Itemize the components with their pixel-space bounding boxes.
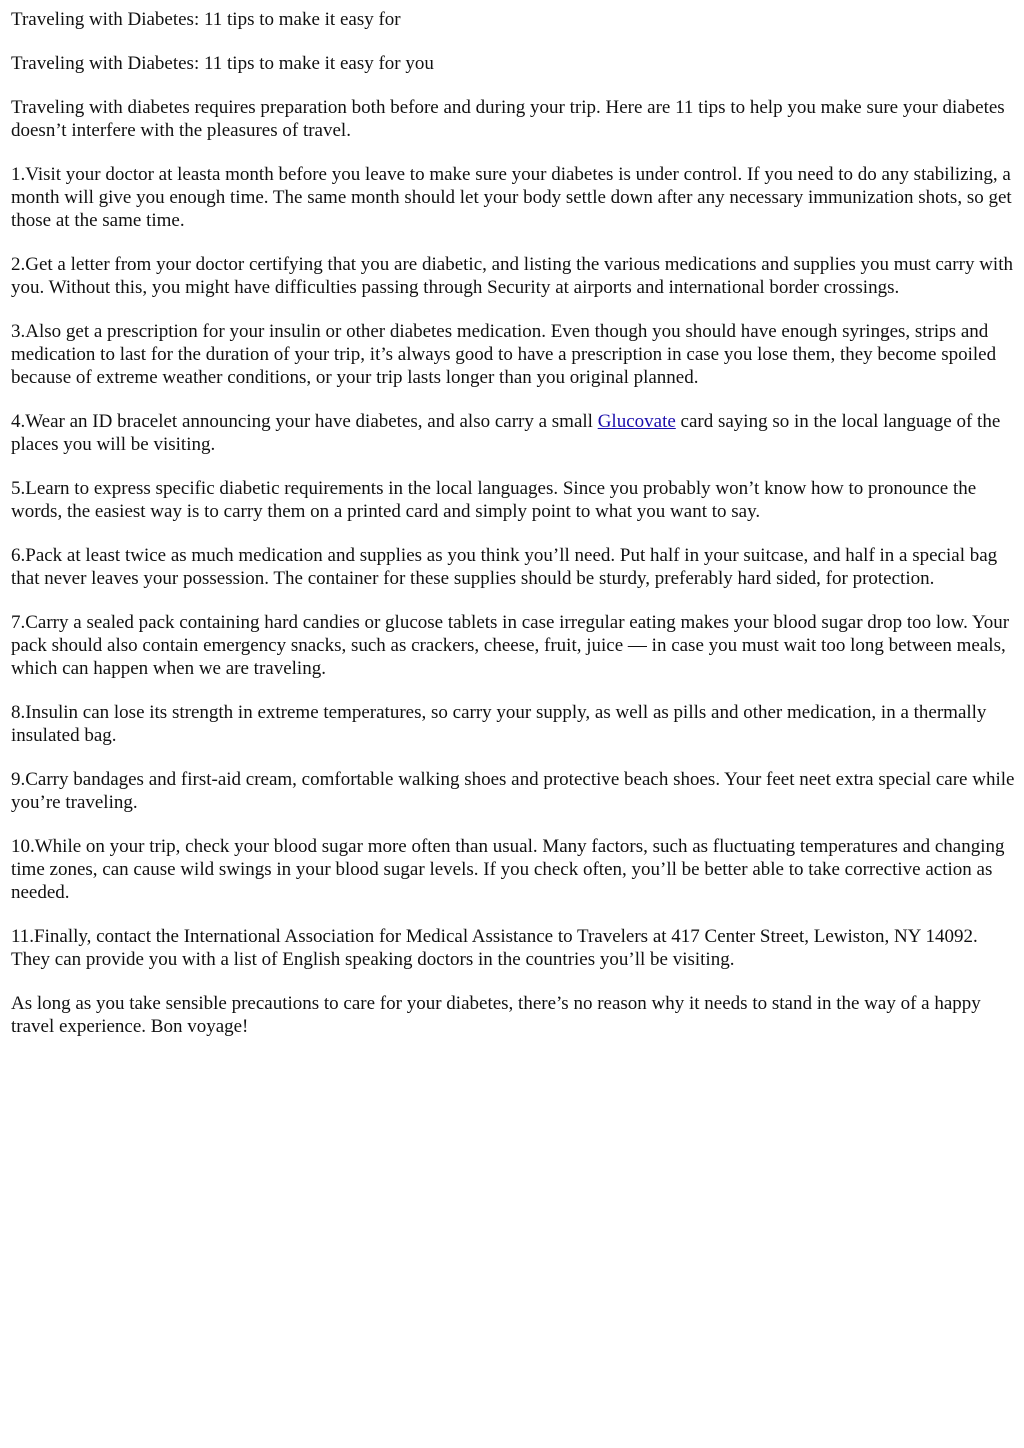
tip-4-text-after: card saying so in the local language of the places you will be visiting. <box>11 411 1001 455</box>
intro-paragraph: Traveling with diabetes requires preparation both before and during your trip. Here are 11 tips to help you make sure your diabetes doesn’t interfere with the pleasures of travel. <box>11 97 1005 141</box>
tip-1: 1.Visit your doctor at leasta month before you leave to make sure your diabetes is under control. If you need to do any stabilizing, a month will give you enough time. The same month should let your body settle down after any necessary immunization shots, so get those at the same time. <box>11 164 1012 231</box>
tip-11: 11.Finally, contact the International Association for Medical Assistance to Travelers at 417 Center Street, Lewiston, NY 14092. They can provide you with a list of English speaking doctors in the countries you’ll be visiting. <box>11 926 978 970</box>
tip-3: 3.Also get a prescription for your insulin or other diabetes medication. Even though you should have enough syringes, strips and medication to last for the duration of your trip, it’s always good to have a prescription in case you lose them, they become spoiled because of extreme weather conditions, or your trip lasts longer than you original planned. <box>11 321 997 388</box>
title-line: Traveling with Diabetes: 11 tips to make it easy for <box>11 9 401 30</box>
tip-5: 5.Learn to express specific diabetic requirements in the local languages. Since you probably won’t know how to pronounce the words, the easiest way is to carry them on a printed card and simply point to what you want to say. <box>11 478 977 522</box>
glucovate-link[interactable]: Glucovate <box>597 411 676 432</box>
tip-9: 9.Carry bandages and first-aid cream, comfortable walking shoes and protective beach shoes. Your feet neet extra special care while you’re traveling. <box>11 769 1015 813</box>
tip-4 <box>11 410 1016 456</box>
tip-4-text-before: 4.Wear an ID bracelet announcing your have diabetes, and also carry a small <box>11 411 598 432</box>
tip-8: 8.Insulin can lose its strength in extreme temperatures, so carry your supply, as well as pills and other medication, in a thermally insulated bag. <box>11 702 987 746</box>
closing-paragraph: As long as you take sensible precautions to care for your diabetes, there’s no reason why it needs to stand in the way of a happy travel experience. Bon voyage! <box>11 993 981 1037</box>
tip-10: 10.While on your trip, check your blood sugar more often than usual. Many factors, such as fluctuating temperatures and changing time zones, can cause wild swings in your blood sugar levels. If you check often, you’ll be better able to take corrective action as needed. <box>11 836 1005 903</box>
tip-7: 7.Carry a sealed pack containing hard candies or glucose tablets in case irregular eating makes your blood sugar drop too low. Your pack should also contain emergency snacks, such as crackers, cheese, fruit, juice — in case you must wait too long between meals, which can happen when we are traveling. <box>11 612 1010 679</box>
tip-2: 2.Get a letter from your doctor certifying that you are diabetic, and listing the various medications and supplies you must carry with you. Without this, you might have difficulties passing through Security at airports and international border crossings. <box>11 254 1013 298</box>
tip-6: 6.Pack at least twice as much medication and supplies as you think you’ll need. Put half in your suitcase, and half in a special bag that never leaves your possession. The container for these supplies should be sturdy, preferably hard sided, for protection. <box>11 545 998 589</box>
article-heading: Traveling with Diabetes: 11 tips to make it easy for you <box>11 53 434 74</box>
